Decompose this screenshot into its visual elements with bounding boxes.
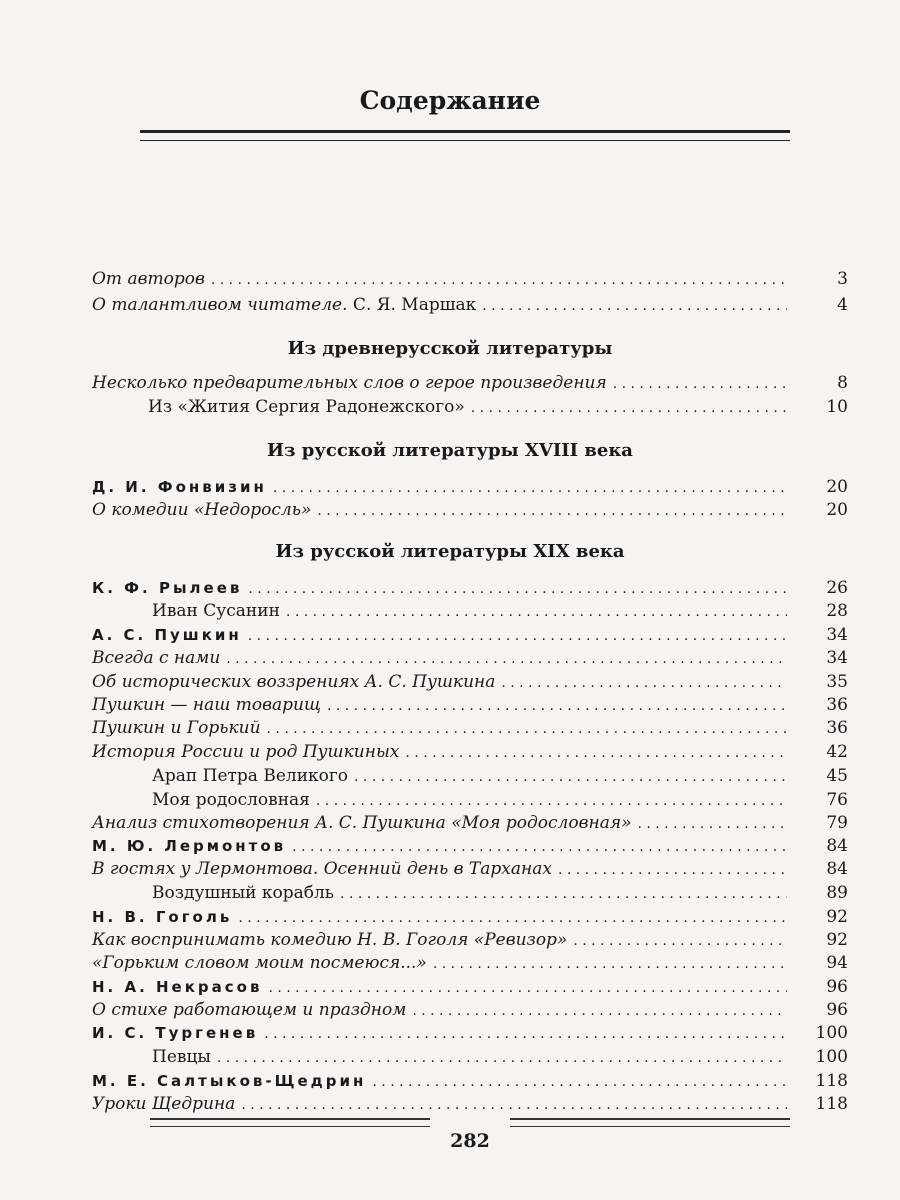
toc-entry-analysis[interactable]: Анализ стихотворения А. С. Пушкина «Моя родословная» . . . 79 (0, 812, 900, 834)
toc-page-number: 92 (826, 907, 848, 927)
toc-entry-arap[interactable]: Арап Петра Великого . . . 45 (0, 765, 900, 787)
leader-dots (286, 601, 787, 623)
toc-page-number: 96 (826, 977, 848, 997)
toc-page-number: 35 (826, 672, 848, 692)
toc-entry-pushkin-comrade[interactable]: Пушкин — наш товарищ . . . 36 (0, 694, 900, 716)
toc-entry-pushkin-gorky[interactable]: Пушкин и Горький . . . 36 (0, 717, 900, 739)
toc-entry-tarkhany[interactable]: В гостях у Лермонтова. Осенний день в Тарханах . . . 84 (0, 858, 900, 880)
leader-dots (412, 1000, 787, 1022)
toc-page-number: 36 (826, 695, 848, 715)
page-title: Содержание (359, 86, 541, 115)
footer-page-number: 282 (450, 1130, 490, 1152)
leader-dots (226, 648, 787, 670)
leader-dots (372, 1071, 787, 1093)
section-heading-18th-century: Из русской литературы XVIII века (267, 440, 633, 461)
toc-entry-ot-avtorov[interactable] (0, 268, 900, 290)
toc-entry-lermontov[interactable]: М. Ю. Лермонтов . . . 84 (0, 835, 900, 857)
leader-dots (433, 953, 787, 975)
toc-entry-o-stikhe[interactable]: О стихе работающем и праздном . . . 96 (0, 999, 900, 1021)
leader-dots (482, 295, 787, 317)
toc-page-number: 34 (826, 648, 848, 668)
leader-dots (317, 500, 787, 522)
leader-dots (238, 907, 787, 929)
toc-entry-marshak[interactable] (0, 294, 900, 316)
leader-dots (471, 397, 787, 419)
toc-entry-history-russia[interactable]: История России и род Пушкиных . . . 42 (0, 741, 900, 763)
toc-page-number: 76 (826, 790, 848, 810)
toc-page-number: 8 (837, 373, 848, 393)
leader-dots (267, 718, 787, 740)
leader-dots (340, 883, 787, 905)
toc-entry-pevtsy[interactable]: Певцы . . . 100 (0, 1046, 900, 1068)
toc-entry-text-italic: О талантливом читателе. (92, 295, 348, 315)
toc-page-number: 92 (826, 930, 848, 950)
toc-entry-gogol[interactable]: Н. В. Гоголь . . . 92 (0, 906, 900, 928)
leader-dots (292, 836, 787, 858)
toc-entry-revizor[interactable]: Как воспринимать комедию Н. В. Гоголя «Ревизор» . . . 92 (0, 929, 900, 951)
toc-page-number: 79 (826, 813, 848, 833)
toc-page-number: 20 (826, 477, 848, 497)
leader-dots (316, 790, 787, 812)
toc-entry-saltykov[interactable]: М. Е. Салтыков-Щедрин . . . 118 (0, 1070, 900, 1092)
toc-page-number: 42 (826, 742, 848, 762)
leader-dots (558, 859, 787, 881)
toc-entry-text: От авторов (92, 269, 205, 289)
footer-rule-right (510, 1118, 790, 1127)
toc-entry-uroki-shchedrina[interactable]: Уроки Щедрина . . . 118 (0, 1093, 900, 1115)
toc-entry-susanin[interactable]: Иван Сусанин . . . 28 (0, 600, 900, 622)
leader-dots (241, 1094, 787, 1116)
leader-dots (211, 269, 787, 291)
toc-entry-gorkim-slovom[interactable]: «Горьким словом моим посмеюся...» . . . 94 (0, 952, 900, 974)
toc-entry-vsegda-s-nami[interactable]: Всегда с нами . . . 34 (0, 647, 900, 669)
leader-dots (268, 977, 787, 999)
toc-page-number: 28 (826, 601, 848, 621)
toc-page-number: 118 (815, 1071, 848, 1091)
leader-dots (573, 930, 787, 952)
footer-rule-left (150, 1118, 430, 1127)
section-heading-old-russian: Из древнерусской литературы (287, 338, 613, 359)
leader-dots (273, 477, 787, 499)
toc-page-number: 84 (826, 859, 848, 879)
leader-dots (354, 766, 787, 788)
toc-page-number: 84 (826, 836, 848, 856)
section-heading-19th-century: Из русской литературы XIX века (275, 541, 625, 562)
title-rule (140, 130, 790, 141)
toc-page-number: 3 (837, 269, 848, 289)
toc-entry-nekrasov[interactable]: Н. А. Некрасов . . . 96 (0, 976, 900, 998)
toc-entry-rodoslovnaya[interactable]: Моя родословная . . . 76 (0, 789, 900, 811)
leader-dots (501, 672, 787, 694)
toc-entry-fonvizin[interactable]: Д. И. Фонвизин . . . 20 (0, 476, 900, 498)
toc-entry-historical-views[interactable]: Об исторических воззрениях А. С. Пушкина . . . 35 (0, 671, 900, 693)
toc-page-number: 45 (826, 766, 848, 786)
toc-page-number: 94 (826, 953, 848, 973)
toc-entry-preliminary-words[interactable]: Несколько предварительных слов о герое произведения . . . 8 (0, 372, 900, 394)
leader-dots (327, 695, 787, 717)
toc-page-number: 118 (815, 1094, 848, 1114)
toc-entry-ryleev[interactable]: К. Ф. Рылеев . . . 26 (0, 577, 900, 599)
toc-page-number: 20 (826, 500, 848, 520)
toc-entry-sergius[interactable]: Из «Жития Сергия Радонежского» . . . 10 (0, 396, 900, 418)
leader-dots (248, 625, 787, 647)
leader-dots (264, 1023, 787, 1045)
toc-entry-turgenev[interactable]: И. С. Тургенев . . . 100 (0, 1022, 900, 1044)
toc-entry-pushkin[interactable]: А. С. Пушкин . . . 34 (0, 624, 900, 646)
toc-entry-author: С. Я. Маршак (347, 295, 477, 315)
toc-page-number: 100 (815, 1023, 848, 1043)
toc-page-number: 26 (826, 578, 848, 598)
toc-entry-nedorosl[interactable]: О комедии «Недоросль» . . . 20 (0, 499, 900, 521)
leader-dots (637, 813, 787, 835)
toc-page-number: 4 (837, 295, 848, 315)
toc-page-number: 10 (826, 397, 848, 417)
leader-dots (217, 1047, 787, 1069)
toc-entry-vozdushny-korabl[interactable]: Воздушный корабль . . . 89 (0, 882, 900, 904)
leader-dots (613, 373, 787, 395)
toc-page-number: 89 (826, 883, 848, 903)
leader-dots (248, 578, 787, 600)
toc-page-number: 96 (826, 1000, 848, 1020)
toc-page-number: 36 (826, 718, 848, 738)
toc-page-number: 34 (826, 625, 848, 645)
leader-dots (405, 742, 787, 764)
toc-page-number: 100 (815, 1047, 848, 1067)
